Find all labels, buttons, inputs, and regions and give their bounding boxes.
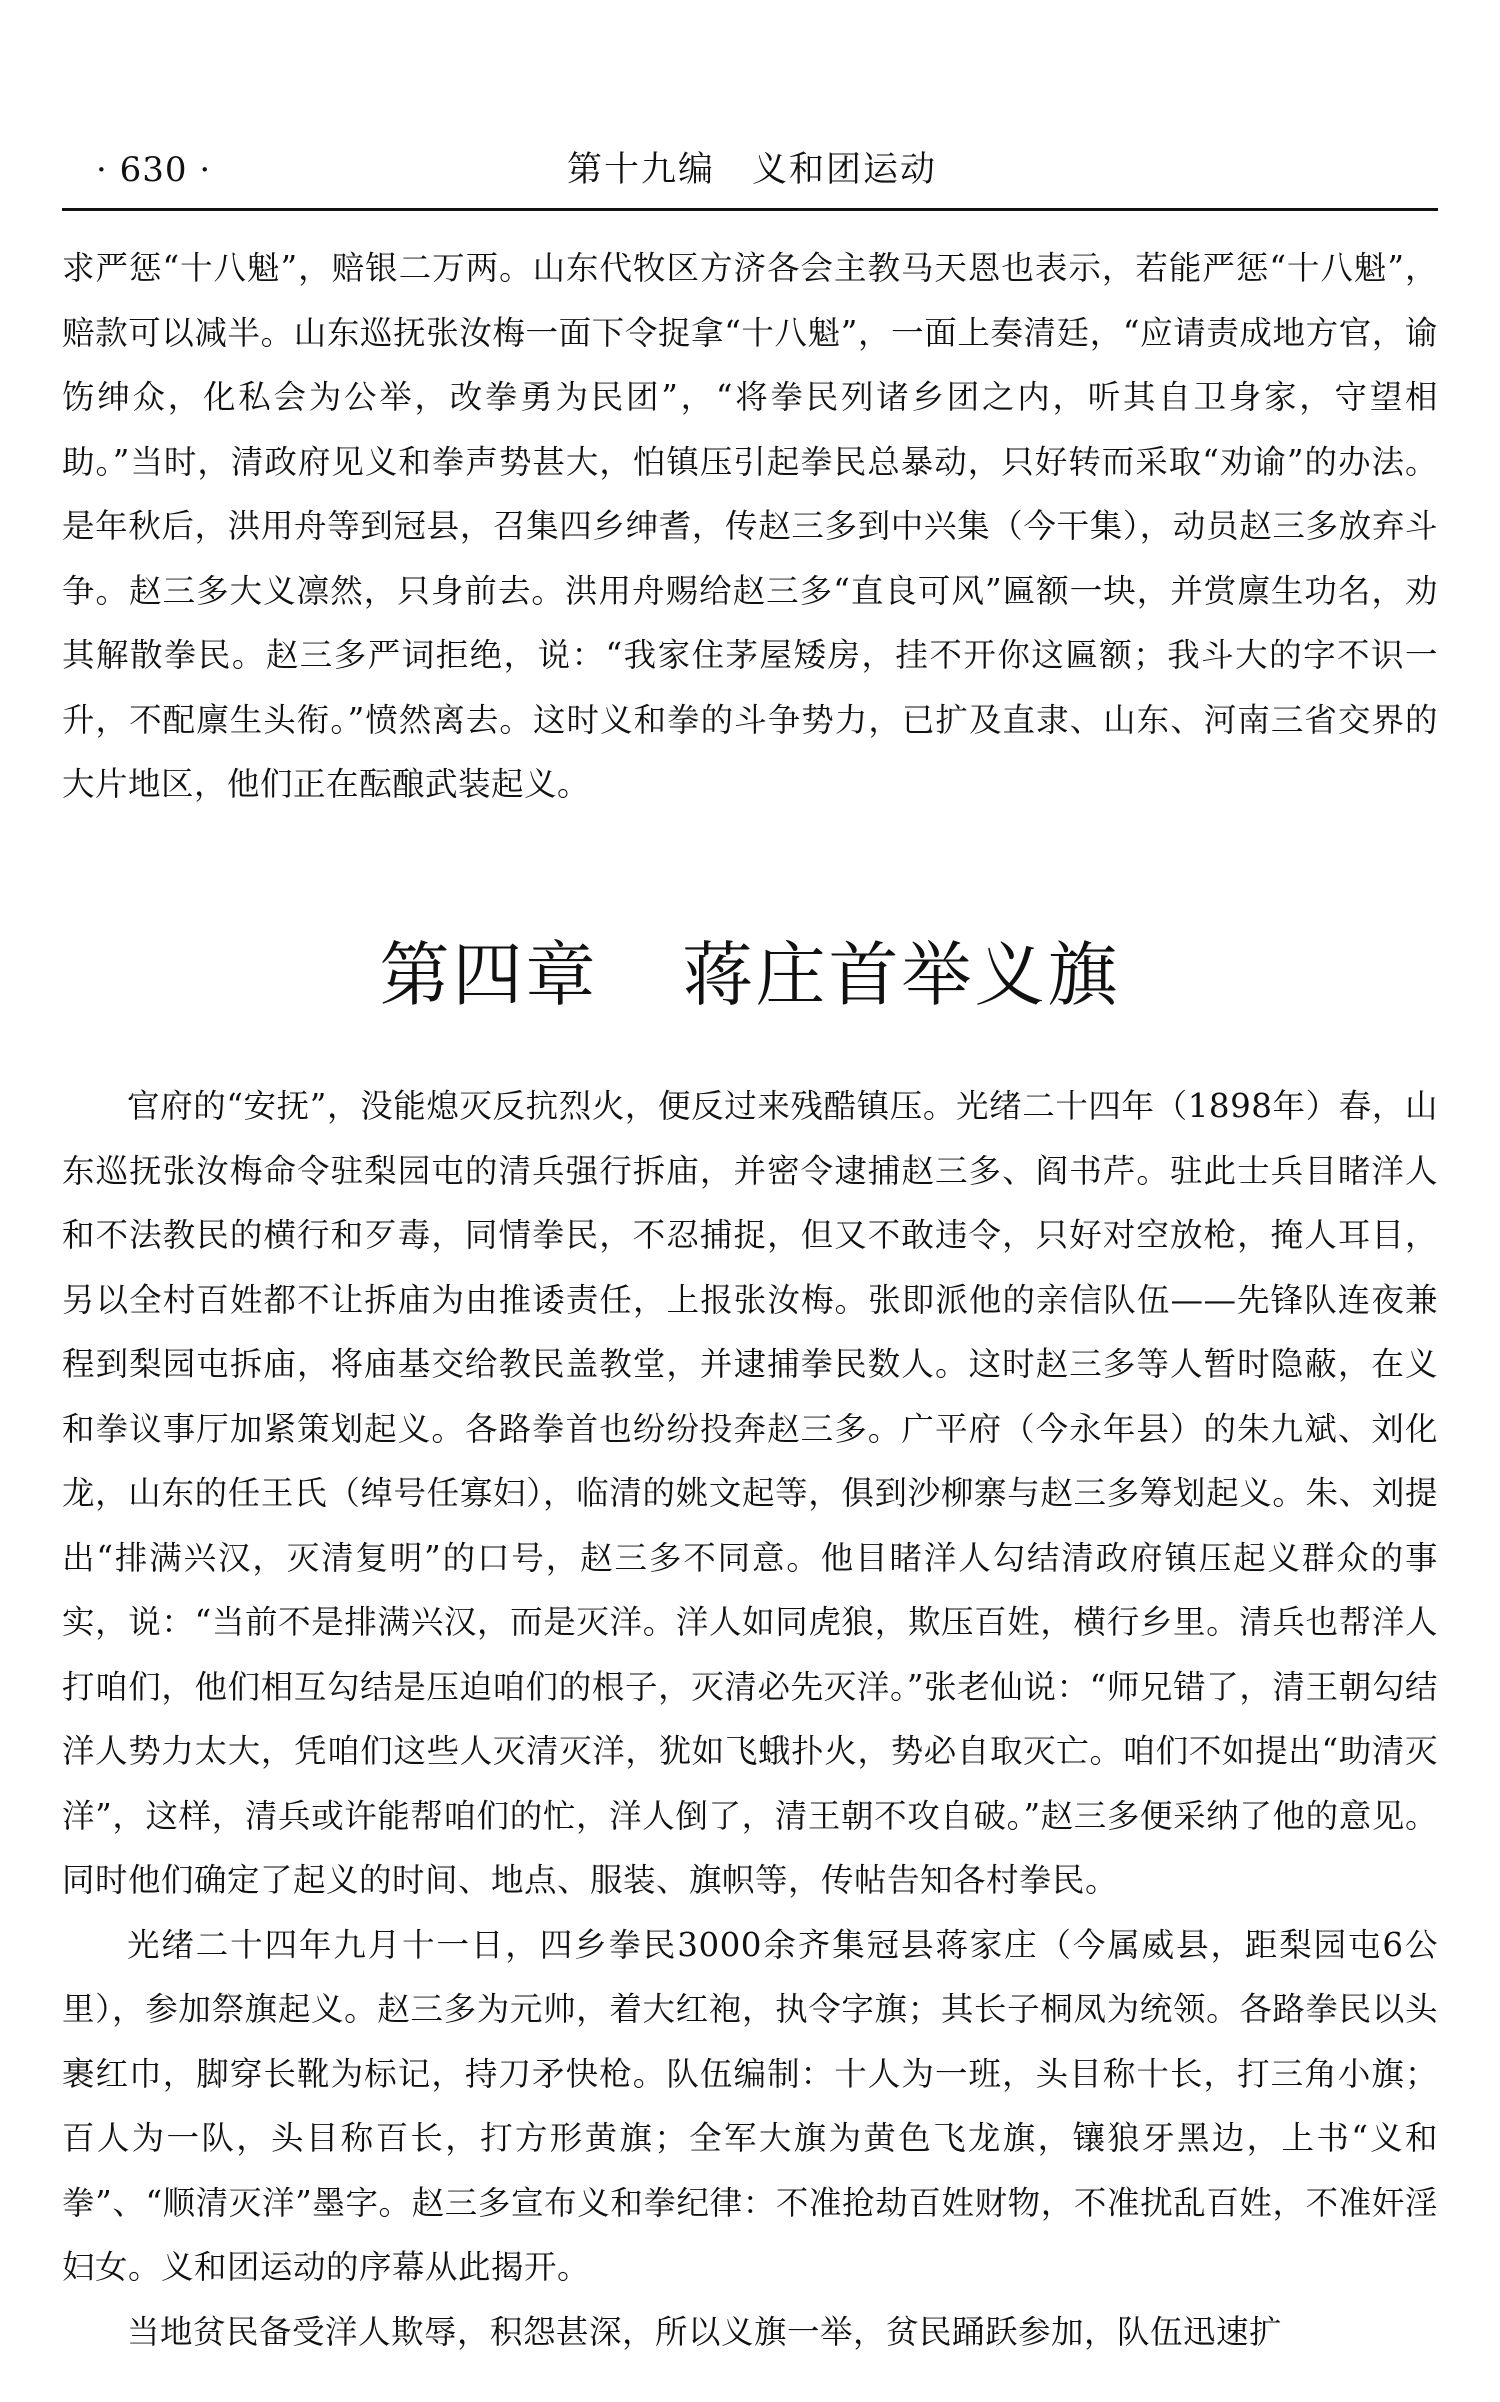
chapter-number: 第四章 [379, 934, 599, 1016]
page-number: · 630 · [96, 150, 212, 190]
body-paragraph-1: 官府的“安抚”，没能熄灭反抗烈火，便反过来残酷镇压。光绪二十四年（1898年）春，山东巡抚张汝梅命令驻梨园屯的清兵强行拆庙，并密令逮捕赵三多、阎书芹。驻此士兵目睹洋人和不法教民的横行和歹毒，同情拳民，不忍捕捉，但又不敢违令，只好对空放枪，掩人耳目，另以全村百姓都不让拆庙为由推诿责任，上报张汝梅。张即派他的亲信队伍——先锋队连夜兼程到梨园屯拆庙，将庙基交给教民盖教堂，并逮捕拳民数人。这时赵三多等人暂时隐蔽，在义和拳议事厅加紧策划起义。各路拳首也纷纷投奔赵三多。广平府（今永年县）的朱九斌、刘化龙，山东的任王氏（绰号任寡妇），临清的姚文起等，俱到沙柳寨与赵三多筹划起义。朱、刘提出“排满兴汉，灭清复明”的口号，赵三多不同意。他目睹洋人勾结清政府镇压起义群众的事实，说：“当前不是排满兴汉，而是灭洋。洋人如同虎狼，欺压百姓，横行乡里。清兵也帮洋人打咱们，他们相互勾结是压迫咱们的根子，灭清必先灭洋。”张老仙说：“师兄错了，清王朝勾结洋人势力太大，凭咱们这些人灭清灭洋，犹如飞蛾扑火，势必自取灭亡。咱们不如提出“助清灭洋”，这样，清兵或许能帮咱们的忙，洋人倒了，清王朝不攻自破。”赵三多便采纳了他的意见。同时他们确定了起义的时间、地点、服装、旗帜等，传帖告知各村拳民。 [62, 1087, 1438, 1899]
body-paragraph-3: 当地贫民备受洋人欺辱，积怨甚深，所以义旗一举，贫民踊跃参加，队伍迅速扩 [127, 2312, 1283, 2351]
body-paragraph-2: 光绪二十四年九月十一日，四乡拳民3000余齐集冠县蒋家庄（今属威县，距梨园屯6公里），参加祭旗起义。赵三多为元帅，着大红袍，执令字旗；其长子桐凤为统领。各路拳民以头裹红巾，脚穿长靴为标记，持刀矛快枪。队伍编制：十人为一班，头目称十长，打三角小旗；百人为一队，头目称百长，打方形黄旗；全军大旗为黄色飞龙旗，镶狼牙黑边，上书“义和拳”、“顺清灭洋”墨字。赵三多宣布义和拳纪律：不准抢劫百姓财物，不准扰乱百姓，不准奸淫妇女。义和团运动的序幕从此揭开。 [62, 1925, 1438, 2286]
chapter-body [62, 1074, 1438, 2364]
page-header [62, 140, 1438, 210]
intro-text-block [62, 236, 1438, 817]
chapter-title: 蒋庄首举义旗 [682, 934, 1121, 1016]
running-head: 第十九编 义和团运动 [567, 150, 938, 190]
header-rule [62, 208, 1438, 211]
intro-paragraph: 求严惩“十八魁”，赔银二万两。山东代牧区方济各会主教马天恩也表示，若能严惩“十八魁”，赔款可以减半。山东巡抚张汝梅一面下令捉拿“十八魁”，一面上奏清廷，“应请责成地方官，谕饬绅众，化私会为公举，改拳勇为民团”，“将拳民列诸乡团之内，听其自卫身家，守望相助。”当时，清政府见义和拳声势甚大，怕镇压引起拳民总暴动，只好转而采取“劝谕”的办法。是年秋后，洪用舟等到冠县，召集四乡绅耆，传赵三多到中兴集（今干集），动员赵三多放弃斗争。赵三多大义凛然，只身前去。洪用舟赐给赵三多“直良可风”匾额一块，并赏廪生功名，劝其解散拳民。赵三多严词拒绝，说：“我家住茅屋矮房，挂不开你这匾额；我斗大的字不识一升，不配廪生头衔。”愤然离去。这时义和拳的斗争势力，已扩及直隶、山东、河南三省交界的大片地区，他们正在酝酿武装起义。 [62, 249, 1438, 803]
chapter-heading [0, 930, 1500, 1020]
